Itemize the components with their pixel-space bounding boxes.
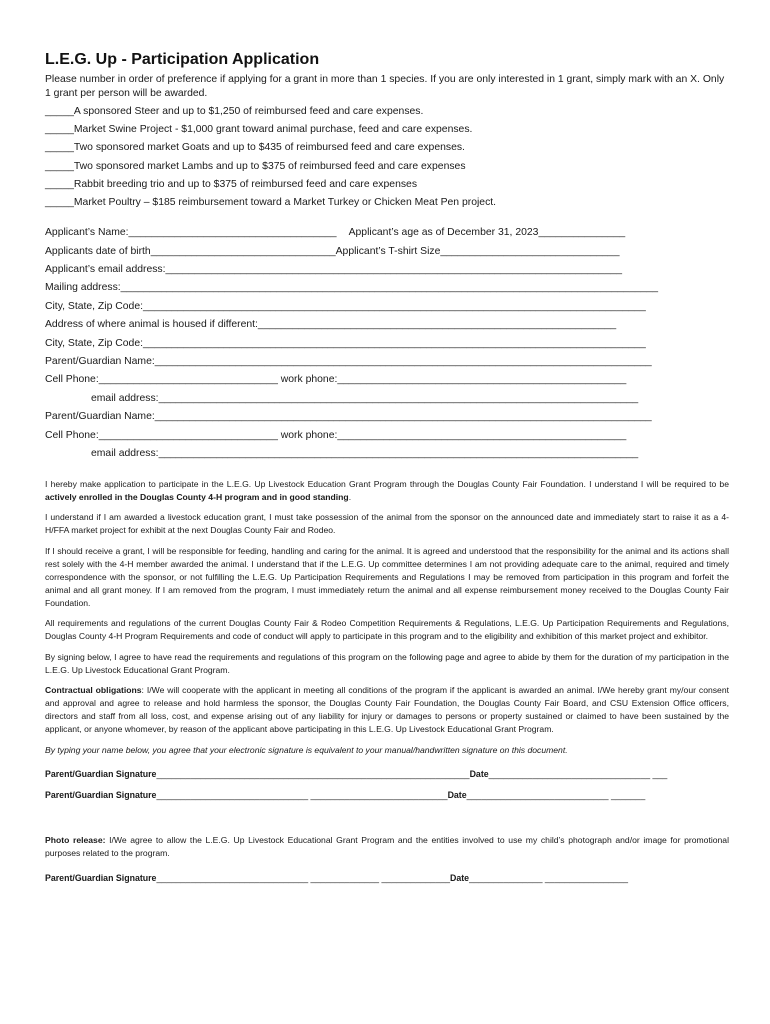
terms-paragraph-responsibility: If I should receive a grant, I will be responsible for feeding, handling and caring for the animal. It is agreed and understood that the responsibility for the animal and its actions shall rest solely with the 4-H member awarded the animal. I understand that if the L.E.G. Up committee determines I am not providing adequate care to the animal, required and timely correspondence with the sponsor, or not fulfilling the L.E.G. Up Participation Requirements and Regulations I may be removed from participation in this program and forfeit the animal and all grant money. If I am removed from the program, I must immediately return the animal and all expense reimbursement money received to the Douglas County Fair Foundation. — [45, 545, 729, 608]
species-option-goats[interactable]: _____Two sponsored market Goats and up to $435 of reimbursed feed and care expenses. — [45, 142, 465, 154]
terms-section — [45, 478, 729, 807]
species-option-rabbit[interactable]: _____Rabbit breeding trio and up to $375 of reimbursed feed and care expenses — [45, 178, 418, 190]
field-row — [45, 371, 729, 389]
terms-paragraph-requirements: All requirements and regulations of the current Douglas County Fair & Rodeo Competition Requirements & Regulations, L.E.G. Up Participation Requirements and Regulations, Douglas County 4-H Program Requirements and code of conduct will apply to participate in this program and to the eligibility and exhibition of this market project and exhibitor. — [45, 618, 729, 641]
applicant-email-field[interactable]: Applicant’s email address:_______________________________________________________________________________ — [45, 264, 623, 276]
signature-line-1[interactable]: ________________________________________________________________ — [156, 769, 470, 779]
applicant-name-field[interactable]: Applicant’s Name:____________________________________ — [45, 227, 337, 239]
photo-release-section — [45, 834, 729, 889]
application-form — [45, 50, 729, 889]
city-state-zip-field[interactable]: City, State, Zip Code:_______________________________________________________________________________________ — [45, 300, 646, 312]
terms-paragraph-agreement: By signing below, I agree to have read the requirements and regulations of this program on the following page and agree to abide by them for the duration of my participation in the L.E.G. Up Livestock Educational Grant Program. — [45, 651, 729, 675]
mailing-address-field[interactable]: Mailing address:_____________________________________________________________________________________________ — [45, 282, 659, 294]
animal-address-field[interactable]: Address of where animal is housed if different:______________________________________________________________ — [45, 319, 617, 331]
applicant-age-field[interactable]: Applicant’s age as of December 31, 2023_______________ — [348, 227, 626, 239]
cell-phone-field-1[interactable]: Cell Phone:_______________________________ — [45, 374, 278, 386]
guardian-email-field-2[interactable]: email address:___________________________________________________________________________________ — [91, 448, 639, 460]
date-label: Date — [469, 769, 489, 779]
animal-city-state-zip-field[interactable]: City, State, Zip Code:_______________________________________________________________________________________ — [45, 337, 646, 349]
terms-paragraph-enrollment: I hereby make application to participate in the L.E.G. Up Livestock Education Grant Program through the Douglas County Fair Foundation. I understand I will be required to be actively enrolled in the Douglas County 4-H program and in good standing. — [45, 478, 729, 502]
page-title: L.E.G. Up - Participation Application — [45, 51, 320, 68]
intro-text: Please number in order of preference if applying for a grant in more than 1 species. If you are only interested in 1 grant, simply mark with an X. Only 1 grant per person will be awarded. — [45, 74, 725, 99]
species-option-steer[interactable]: _____A sponsored Steer and up to $1,250 of reimbursed feed and care expenses. — [45, 106, 424, 117]
date-label: Date — [447, 790, 467, 800]
photo-release-text: Photo release: I/We agree to allow the L.E.G. Up Livestock Educational Grant Program and the entities involved to use my child’s photograph and/or image for promotional purposes related to the program. — [45, 835, 729, 858]
guardian-name-field-1[interactable]: Parent/Guardian Name:______________________________________________________________________________________ — [45, 356, 652, 368]
date-line-1[interactable]: _________________________________ ___ — [488, 769, 668, 779]
field-row — [45, 243, 729, 261]
species-list — [45, 103, 729, 212]
terms-paragraph-possession: I understand if I am awarded a livestock education grant, I must take possession of the animal from the sponsor on the announced date and immediately start to raise it as a 4-H/FFA market project for exhibit at the next Douglas County Fair and Rodeo. — [45, 512, 729, 535]
work-phone-field-1[interactable]: work phone:__________________________________________________ — [280, 374, 627, 386]
applicant-dob-field[interactable]: Applicants date of birth________________________________ — [45, 245, 336, 257]
signature-label: Parent/Guardian Signature — [45, 769, 157, 779]
field-row — [45, 427, 729, 445]
signature-row-1 — [45, 764, 729, 785]
signature-label: Parent/Guardian Signature — [45, 873, 157, 883]
date-line-3[interactable]: _______________ _________________ — [469, 873, 629, 883]
species-option-lambs[interactable]: _____Two sponsored market Lambs and up to $375 of reimbursed feed and care expenses — [45, 160, 466, 172]
signature-label: Parent/Guardian Signature — [45, 790, 157, 800]
tshirt-size-field[interactable]: Applicant’s T-shirt Size_______________________________ — [335, 245, 620, 257]
guardian-name-field-2[interactable]: Parent/Guardian Name:______________________________________________________________________________________ — [45, 411, 652, 423]
cell-phone-field-2[interactable]: Cell Phone:_______________________________ — [45, 429, 278, 441]
signature-row-2 — [45, 785, 729, 806]
date-label: Date — [450, 873, 470, 883]
species-option-swine[interactable]: _____Market Swine Project - $1,000 grant toward animal purchase, feed and care expenses. — [45, 124, 473, 136]
contractual-obligations: Contractual obligations: I/We will cooperate with the applicant in meeting all conditions of the program if the applicant is awarded an animal. I/We hereby grant my/our consent and approval and agree to release and hold harmless the sponsor, the Douglas County Fair Foundation, the Douglas County Fair Board, and CSU Extension Office officers, directors and staff from all loss, cost, and expense arising out of any liability for injury or damages to persons or property sustained or claimed to have been sustained by the applicant, or anyone whomever, by reason of the applicant above participating in this L.E.G. Up Livestock Educational Grant Program. — [45, 685, 730, 734]
work-phone-field-2[interactable]: work phone:__________________________________________________ — [280, 429, 627, 441]
signature-row-3 — [45, 868, 729, 889]
guardian-email-field-1[interactable]: email address:___________________________________________________________________________________ — [91, 392, 639, 404]
applicant-fields — [45, 224, 729, 463]
date-line-2[interactable]: _____________________________ _______ — [466, 790, 646, 800]
species-option-poultry[interactable]: _____Market Poultry – $185 reimbursement toward a Market Turkey or Chicken Meat Pen project. — [45, 197, 497, 209]
signature-line-3[interactable]: _______________________________ ______________ ______________ — [156, 873, 450, 883]
signature-line-2[interactable]: _______________________________ ____________________________ — [156, 790, 448, 800]
e-signature-notice: By typing your name below, you agree that your electronic signature is equivalent to your manual/handwritten signature on this document. — [45, 744, 568, 755]
field-row — [45, 224, 729, 242]
